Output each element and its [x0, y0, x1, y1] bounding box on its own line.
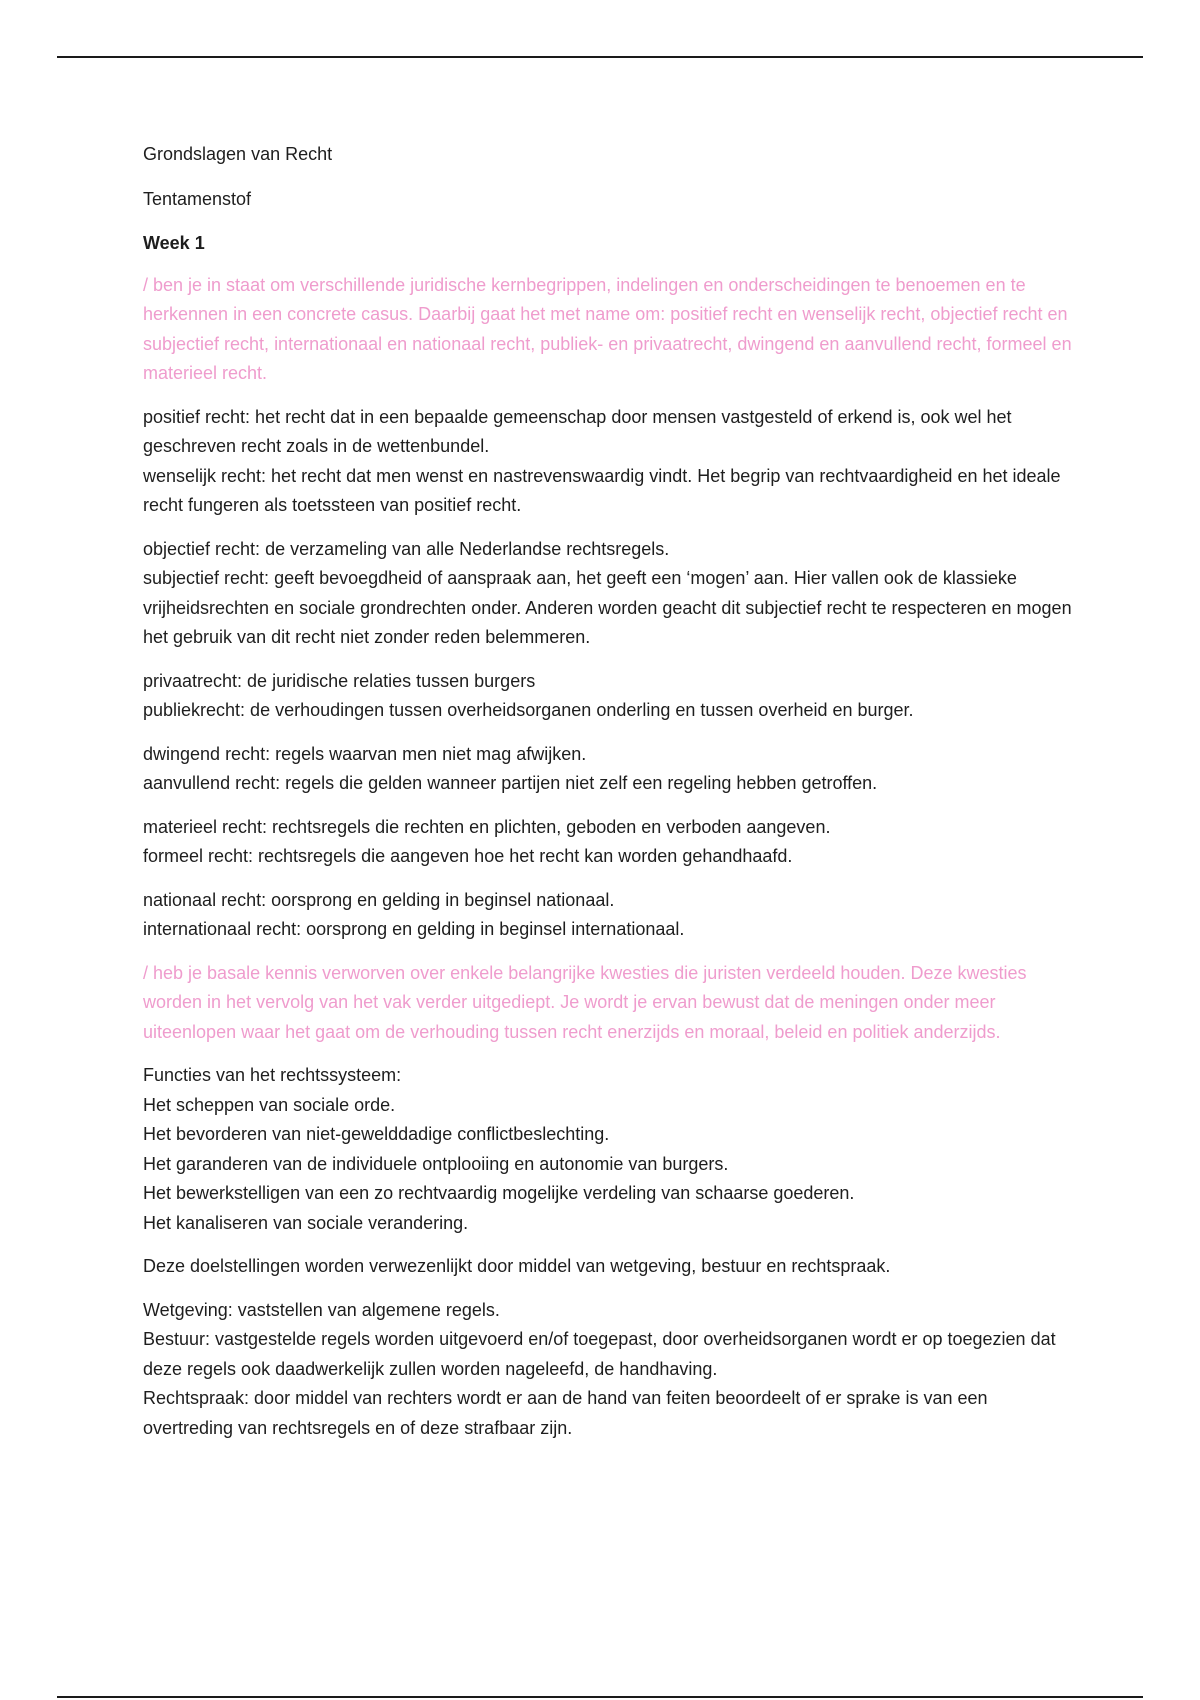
definition-item: wenselijk recht: het recht dat men wenst en nastrevenswaardig vindt. Het begrip van rechtvaardigheid en het ideale recht fungeren als toetssteen van positief recht. [143, 465, 1061, 515]
document-title: Grondslagen van Recht [143, 144, 333, 164]
learning-objective-1: / ben je in staat om verschillende juridische kernbegrippen, indelingen en onderscheidingen te benoemen en te herkennen in een concrete casus. Daarbij gaat het met name om: positief recht en wenselijk recht, objectief recht en subjectief recht, internationaal en nationaal recht, publiek- en privaatrecht, dwingend en aanvullend recht, formeel en materieel recht. [143, 274, 1072, 383]
powers-list [143, 1296, 1073, 1444]
definition-group [143, 740, 1073, 799]
top-rule [57, 56, 1143, 58]
definition-group [143, 403, 1073, 521]
functions-heading: Functies van het rechtssysteem: [143, 1065, 402, 1085]
document-subtitle: Tentamenstof [143, 188, 252, 209]
definition-group [143, 813, 1073, 872]
functions-list [143, 1061, 1073, 1238]
definition-item: internationaal recht: oorsprong en gelding in beginsel internationaal. [143, 919, 685, 939]
definition-group [143, 535, 1073, 653]
power-item: Wetgeving: vaststellen van algemene regels. [143, 1299, 500, 1320]
definition-item: aanvullend recht: regels die gelden wanneer partijen niet zelf een regeling hebben getroffen. [143, 773, 878, 793]
power-item: Bestuur: vastgestelde regels worden uitgevoerd en/of toegepast, door overheidsorganen wordt er op toegezien dat deze regels ook daadwerkelijk zullen worden nageleefd, de handhaving. [143, 1329, 1056, 1379]
definition-item: privaatrecht: de juridische relaties tussen burgers [143, 670, 536, 691]
definition-item: objectief recht: de verzameling van alle Nederlandse rechtsregels. [143, 538, 670, 559]
definition-group [143, 886, 1073, 945]
power-item: Rechtspraak: door middel van rechters wordt er aan de hand van feiten beoordeelt of er sprake is van een overtreding van rechtsregels en of deze strafbaar zijn. [143, 1388, 988, 1438]
function-item: Het bevorderen van niet-gewelddadige conflictbeslechting. [143, 1124, 610, 1144]
function-item: Het kanaliseren van sociale verandering. [143, 1212, 469, 1233]
bottom-rule [57, 1696, 1143, 1698]
definition-item: dwingend recht: regels waarvan men niet mag afwijken. [143, 743, 587, 764]
definition-item: publiekrecht: de verhoudingen tussen overheidsorganen onderling en tussen overheid en burger. [143, 700, 914, 720]
definition-item: nationaal recht: oorsprong en gelding in beginsel nationaal. [143, 889, 615, 910]
learning-objective-2: / heb je basale kennis verworven over enkele belangrijke kwesties die juristen verdeeld houden. Deze kwesties worden in het vervolg van het vak verder uitgediept. Je wordt je ervan bewust dat de meningen onder meer uiteenlopen waar het gaat om de verhouding tussen recht enerzijds en moraal, beleid en politiek anderzijds. [143, 962, 1027, 1042]
document-body [143, 140, 1073, 1457]
definition-item: formeel recht: rechtsregels die aangeven hoe het recht kan worden gehandhaafd. [143, 846, 793, 866]
definition-item: subjectief recht: geeft bevoegdheid of aanspraak aan, het geeft een ‘mogen’ aan. Hier vallen ook de klassieke vrijheidsrechten en sociale grondrechten onder. Anderen worden geacht dit subjectief recht te respecteren en mogen het gebruik van dit recht niet zonder reden belemmeren. [143, 568, 1072, 647]
definition-group [143, 667, 1073, 726]
definition-item: positief recht: het recht dat in een bepaalde gemeenschap door mensen vastgesteld of erkend is, ook wel het geschreven recht zoals in de wettenbundel. [143, 406, 1012, 456]
function-item: Het bewerkstelligen van een zo rechtvaardig mogelijke verdeling van schaarse goederen. [143, 1183, 855, 1203]
definition-item: materieel recht: rechtsregels die rechten en plichten, geboden en verboden aangeven. [143, 816, 831, 837]
function-item: Het garanderen van de individuele ontplooiing en autonomie van burgers. [143, 1153, 729, 1174]
week-heading: Week 1 [143, 233, 205, 253]
function-item: Het scheppen van sociale orde. [143, 1094, 396, 1115]
goals-paragraph: Deze doelstellingen worden verwezenlijkt door middel van wetgeving, bestuur en rechtspraak. [143, 1256, 891, 1276]
